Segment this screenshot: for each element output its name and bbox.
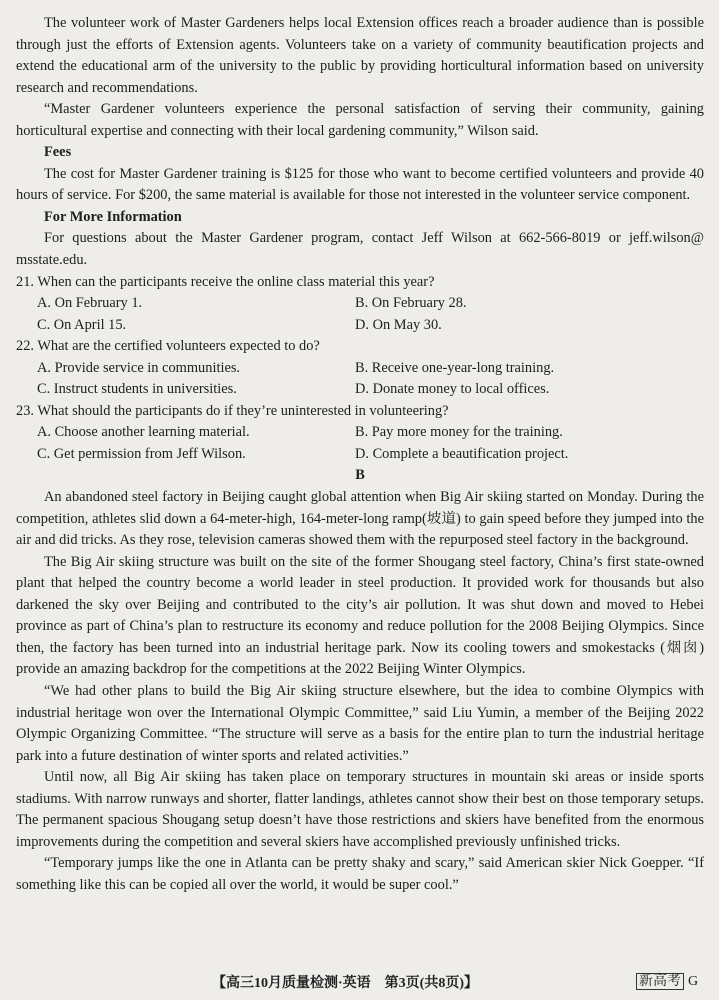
paragraph: The volunteer work of Master Gardeners helps local Extension offices reach a broader audience than is possible through just the efforts of Extension agents. Volunteers take on a variety of community beautification projects and extend the educational arm of the university to the public by providing horticultural information based on university research and recommendations. <box>16 15 704 96</box>
question-21 <box>16 272 704 337</box>
exam-page <box>16 13 704 896</box>
page-info: 【高三10月质量检测·英语 第3页(共8页)】 <box>212 976 478 991</box>
question-23 <box>16 401 704 466</box>
section-heading-info: For More Information <box>44 208 182 225</box>
edition-mark <box>636 970 698 990</box>
option-a: A. Provide service in communities. <box>37 359 241 376</box>
paragraph: “We had other plans to build the Big Air skiing structure elsewhere, but the idea to combine Olympics with industrial heritage won over the International Olympic Committee,” said Liu Yumin, a member of the Beijing 2022 Olympic Organizing Committee. “The structure will serve as a basis for the entire plan to turn the industrial heritage park into a future destination of winter sports and related activities.” <box>16 682 704 764</box>
option-a: A. On February 1. <box>37 295 143 312</box>
paragraph: The cost for Master Gardener training is $125 for those who want to become certified volunteers and provide 40 hours of service. For $200, the same material is available for those not interested in the volunteer service component. <box>16 165 704 204</box>
question-stem: 21. When can the participants receive the online class material this year? <box>16 273 435 290</box>
paragraph: Until now, all Big Air skiing has taken place on temporary structures in mountain ski areas or inside sports stadiums. With narrow runways and shorter, flatter landings, athletes cannot show their best on those temporary setups. The permanent spacious Shougang setup doesn’t have those restrictions and skiers have benefited from the enormous improvements during the competition and several skiers have accomplished previously unfinished tricks. <box>16 769 704 850</box>
option-d: D. Complete a beautification project. <box>355 445 569 462</box>
paragraph: The Big Air skiing structure was built on the site of the former Shougang steel factory, China’s first state-owned plant that helped the country become a world leader in steel production. It provided work for thousands but also darkened the sky over Beijing and contributed to the city’s air pollution. It was shut down and moved to Hebei province as part of China’s plan to restructure its economy and reduce pollution for the 2008 Beijing Olympics. Since then, the factory has been turned into an industrial heritage park. Now its cooling towers and smokestacks (烟囱) provide an amazing backdrop for the competitions at the 2022 Beijing Winter Olympics. <box>16 553 704 678</box>
badge: 新高考 <box>636 973 684 990</box>
option-b: B. On February 28. <box>355 295 467 312</box>
page-footer <box>0 970 719 994</box>
option-c: C. Get permission from Jeff Wilson. <box>37 445 246 462</box>
question-stem: 23. What should the participants do if they’re uninterested in volunteering? <box>16 402 449 419</box>
option-b: B. Pay more money for the training. <box>355 424 563 441</box>
paragraph: “Master Gardener volunteers experience the personal satisfaction of serving their community, gaining horticultural expertise and connecting with their local gardening community,” Wilson said. <box>16 101 704 139</box>
option-c: C. On April 15. <box>37 316 127 333</box>
question-22 <box>16 336 704 401</box>
question-stem: 22. What are the certified volunteers expected to do? <box>16 338 320 355</box>
option-d: D. Donate money to local offices. <box>355 381 550 398</box>
section-label-b: B <box>355 467 365 484</box>
option-a: A. Choose another learning material. <box>37 424 250 441</box>
option-b: B. Receive one-year-long training. <box>355 359 555 376</box>
section-heading-fees: Fees <box>44 144 72 161</box>
version-letter: G <box>688 974 699 989</box>
paragraph: An abandoned steel factory in Beijing caught global attention when Big Air skiing started on Monday. During the competition, athletes slid down a 64-meter-high, 164-meter-long ramp(坡道) to gain speed before they jumped into the air and did tricks. As they rose, television cameras showed them with the repurposed steel factory in the background. <box>16 489 704 549</box>
paragraph: “Temporary jumps like the one in Atlanta can be pretty shaky and scary,” said American skier Nick Goepper. “If something like this can be copied all over the world, it would be super cool.” <box>16 855 704 893</box>
option-c: C. Instruct students in universities. <box>37 381 237 398</box>
paragraph: For questions about the Master Gardener program, contact Jeff Wilson at 662-566-8019 or jeff.wilson@ msstate.edu. <box>16 230 704 269</box>
option-d: D. On May 30. <box>355 316 442 333</box>
